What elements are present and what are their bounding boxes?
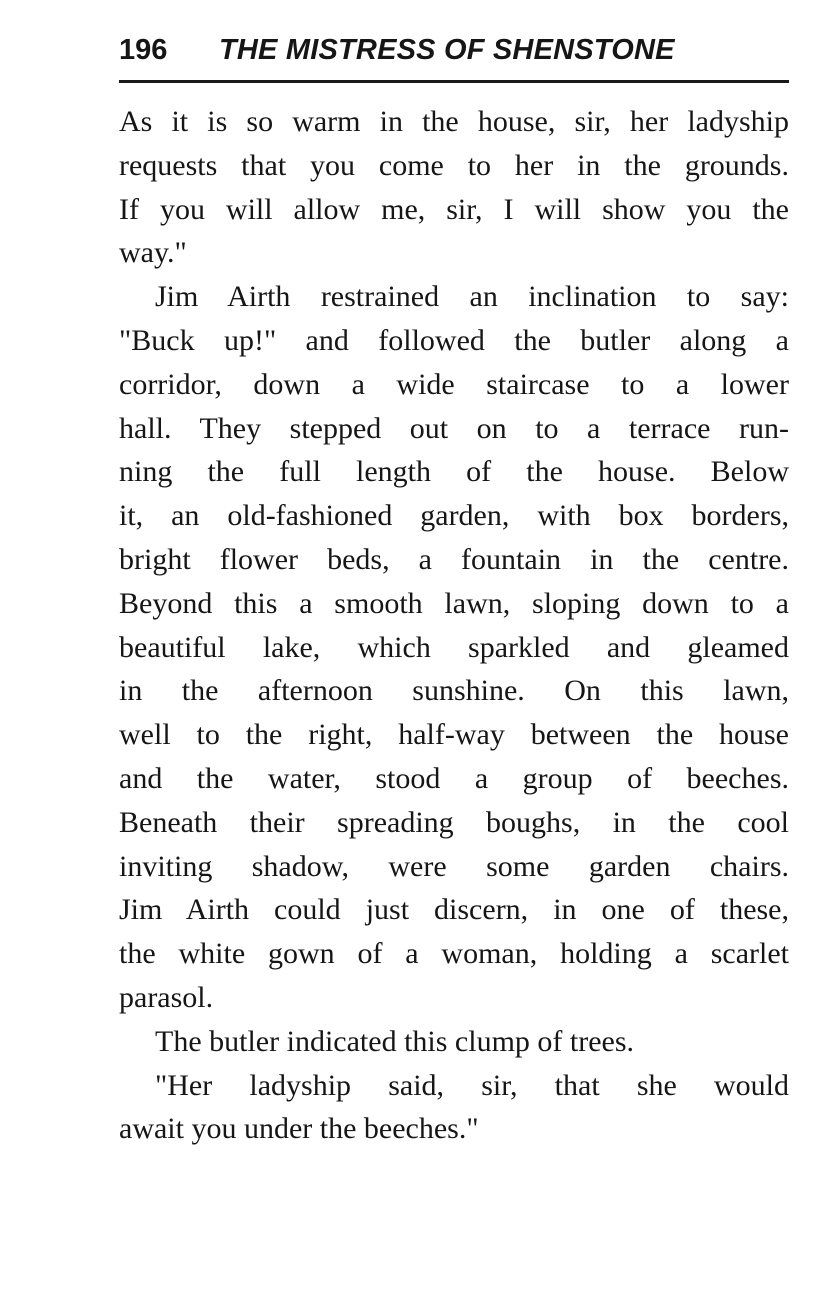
text-line: If you will allow me, sir, I will show you the (119, 192, 789, 226)
running-header (119, 30, 789, 74)
text-line: beautiful lake, which sparkled and gleamed (119, 630, 789, 664)
text-line: Jim Airth restrained an inclination to say: (155, 280, 789, 314)
paragraph (119, 1020, 789, 1064)
page-number: 196 (119, 34, 168, 66)
text-line: it, an old-fashioned garden, with box borders, (119, 499, 789, 533)
text-line: way." (119, 236, 187, 270)
text-line: in the afternoon sunshine. On this lawn, (119, 674, 789, 708)
paragraph (119, 1064, 789, 1152)
text-line: bright flower beds, a fountain in the centre. (119, 542, 789, 576)
running-title: THE MISTRESS OF SHENSTONE (219, 34, 675, 66)
paragraph (119, 275, 789, 1020)
text-line: "Her ladyship said, sir, that she would (155, 1068, 789, 1102)
text-line: await you under the beeches." (119, 1112, 479, 1146)
text-line: the white gown of a woman, holding a scarlet (119, 937, 789, 971)
paragraph (119, 100, 789, 275)
text-line: "Buck up!" and followed the butler along a (119, 323, 789, 357)
text-line: The butler indicated this clump of trees. (155, 1024, 635, 1058)
text-line: Beneath their spreading boughs, in the cool (119, 805, 789, 839)
text-line: corridor, down a wide staircase to a lower (119, 367, 789, 401)
text-line: and the water, stood a group of beeches. (119, 761, 789, 795)
text-line: inviting shadow, were some garden chairs. (119, 849, 789, 883)
text-line: Beyond this a smooth lawn, sloping down to a (119, 586, 789, 620)
text-line: well to the right, half-way between the house (119, 718, 789, 752)
body-text (119, 100, 789, 1151)
text-line: parasol. (119, 980, 214, 1014)
header-rule (119, 80, 789, 83)
text-line: ning the full length of the house. Below (119, 455, 789, 489)
text-line: requests that you come to her in the grounds. (119, 148, 789, 182)
text-line: Jim Airth could just discern, in one of these, (119, 893, 789, 927)
text-line: As it is so warm in the house, sir, her ladyship (119, 105, 789, 138)
text-line: hall. They stepped out on to a terrace run- (119, 411, 789, 445)
